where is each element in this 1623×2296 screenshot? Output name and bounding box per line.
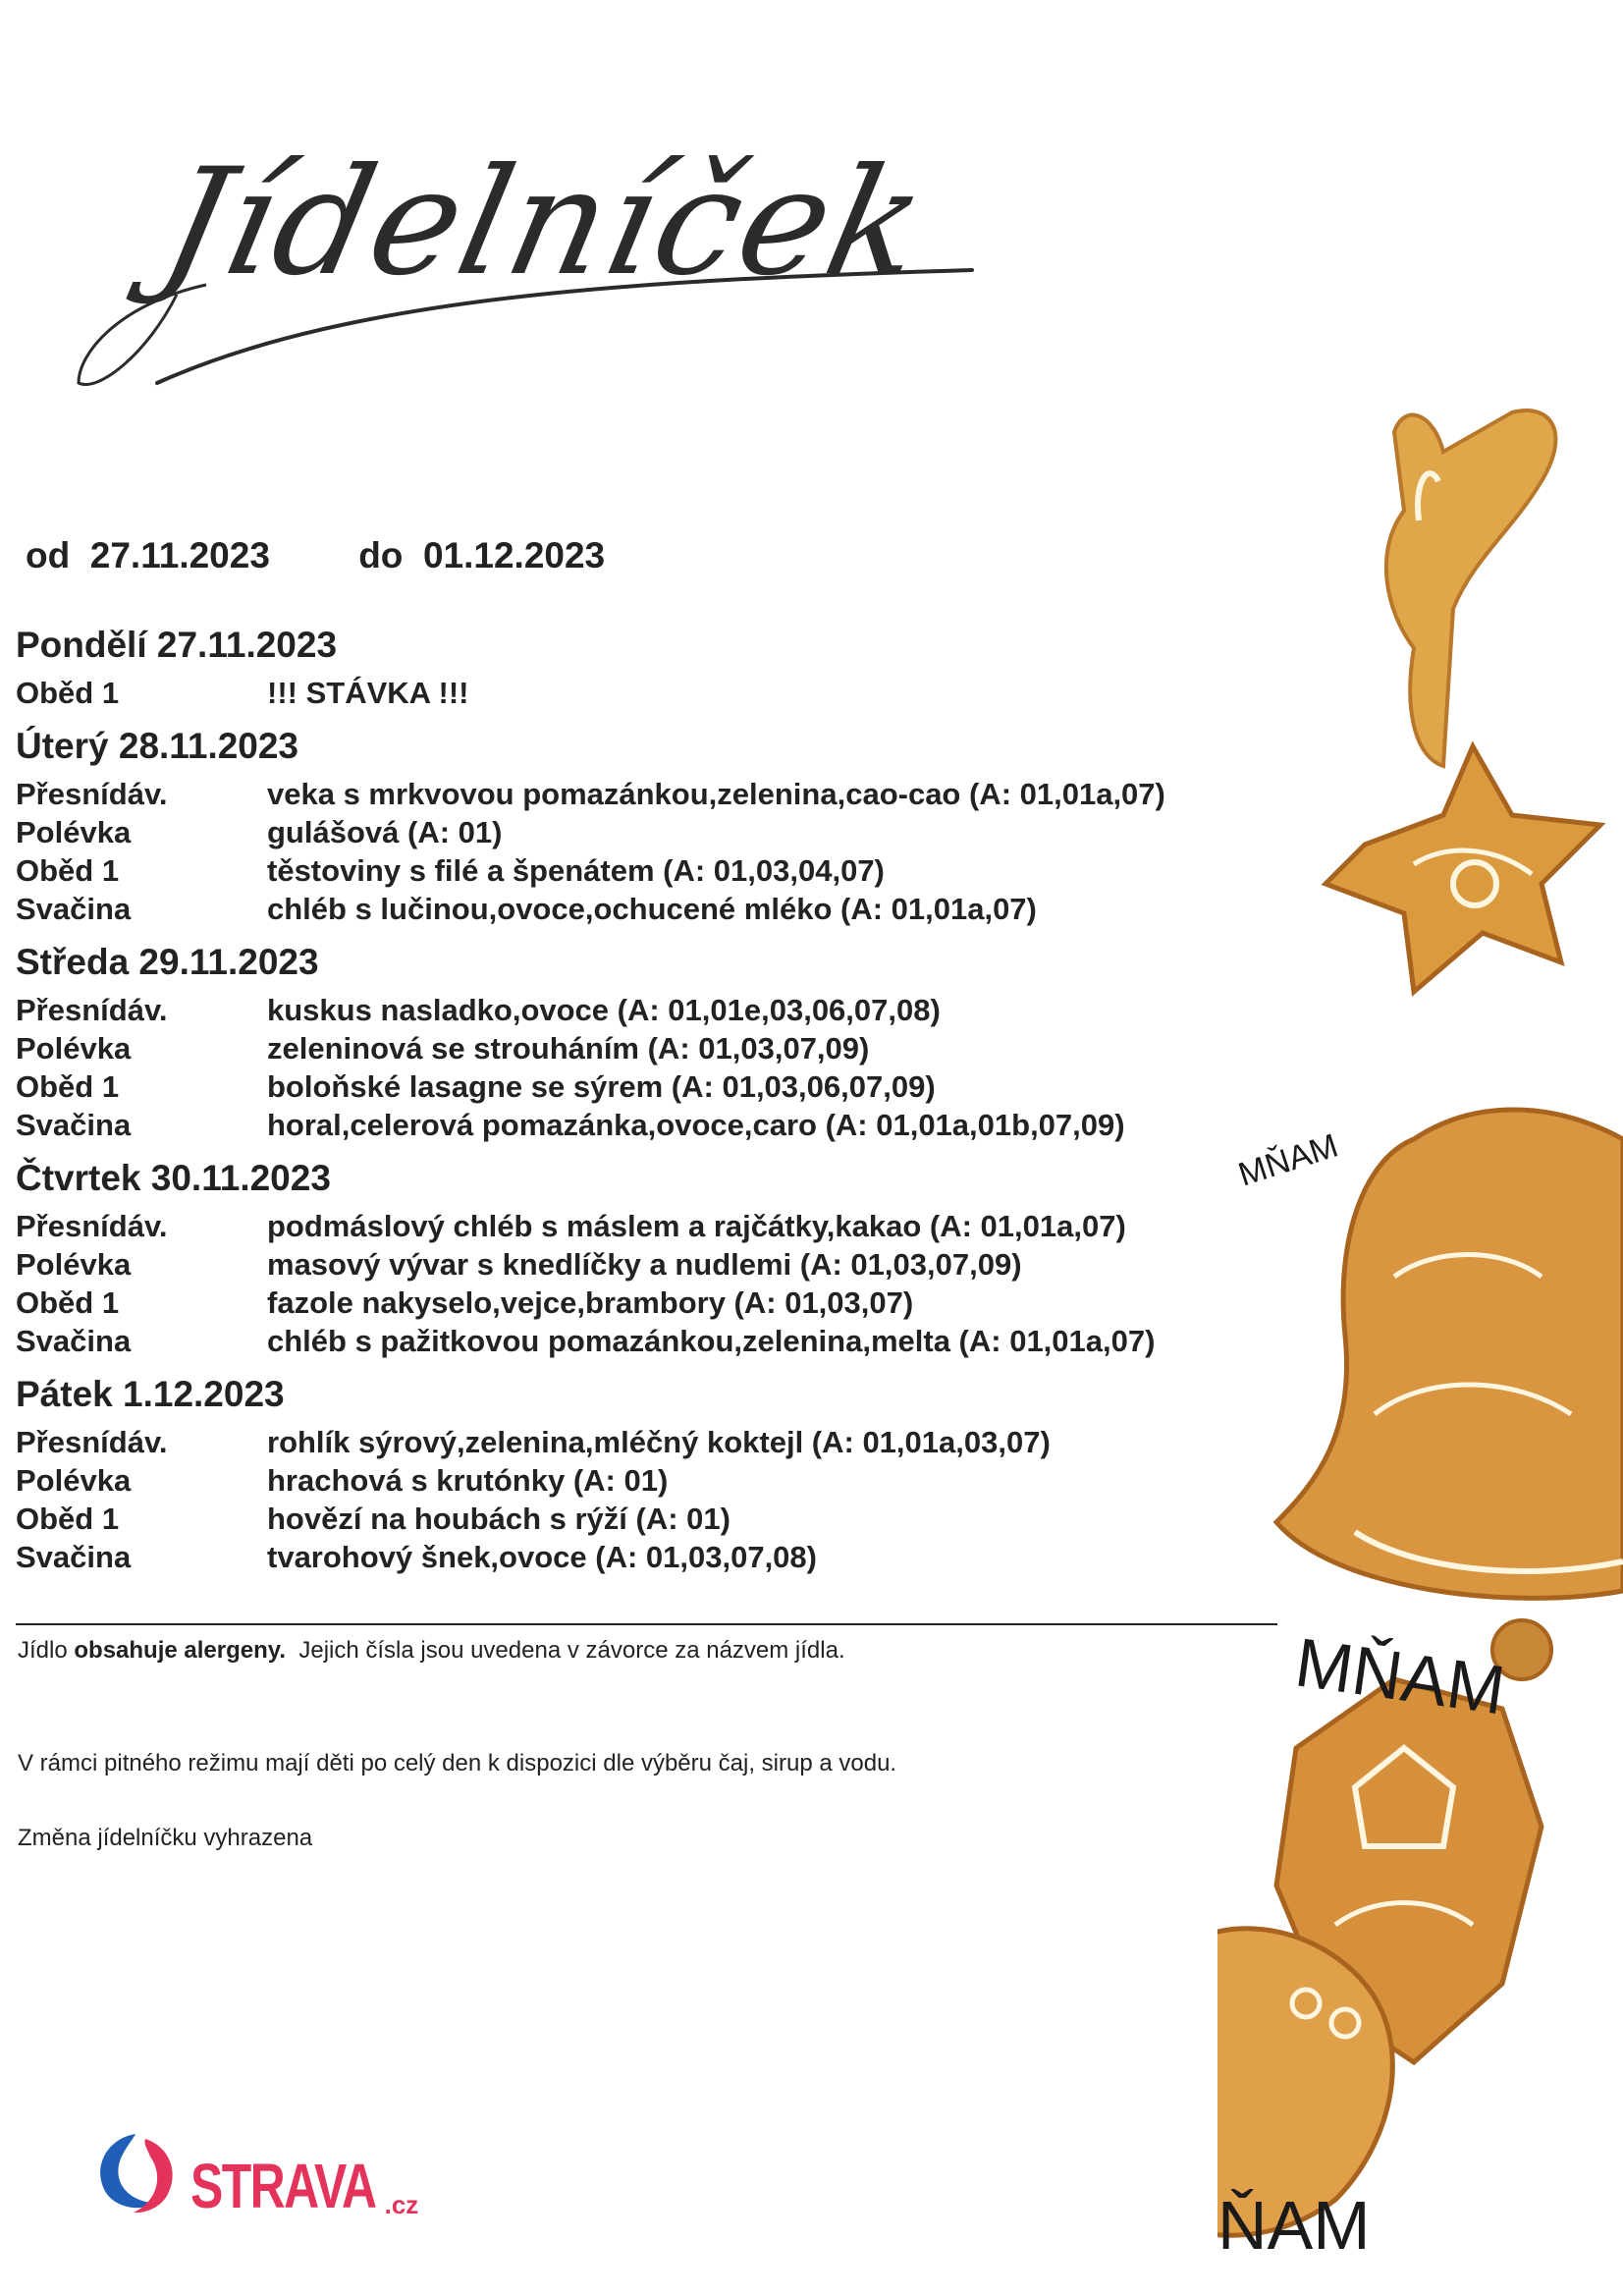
meal-desc: !!! STÁVKA !!! bbox=[267, 676, 469, 710]
meal-row bbox=[16, 1067, 1292, 1106]
meal-desc: masový vývar s knedlíčky a nudlemi (A: 01,03,07,09) bbox=[267, 1247, 1022, 1282]
meal-row bbox=[16, 1500, 1292, 1538]
day-title: Čtvrtek 30.11.2023 bbox=[16, 1158, 331, 1198]
meal-row bbox=[16, 1029, 1292, 1067]
meal-label: Svačina bbox=[16, 1108, 132, 1142]
day-friday bbox=[16, 1366, 1292, 1576]
meal-label: Svačina bbox=[16, 1324, 132, 1358]
meal-desc: těstoviny s filé a špenátem (A: 01,03,04,07) bbox=[267, 853, 885, 888]
meal-row bbox=[16, 1207, 1292, 1245]
meal-desc: chléb s pažitkovou pomazánkou,zelenina,melta (A: 01,01a,07) bbox=[267, 1324, 1156, 1358]
meal-desc: tvarohový šnek,ovoce (A: 01,03,07,08) bbox=[267, 1540, 817, 1574]
gingerbread-decoration bbox=[1217, 393, 1623, 2259]
meal-desc: zeleninová se strouháním (A: 01,03,07,09) bbox=[267, 1031, 870, 1066]
day-title: Pátek 1.12.2023 bbox=[16, 1374, 285, 1414]
divider-line bbox=[16, 1623, 1277, 1625]
day-thursday bbox=[16, 1150, 1292, 1360]
menu-list bbox=[16, 617, 1292, 1576]
meal-row bbox=[16, 1284, 1292, 1322]
meal-row bbox=[16, 1461, 1292, 1500]
day-monday bbox=[16, 617, 1292, 712]
day-title: Pondělí 27.11.2023 bbox=[16, 625, 338, 665]
meal-desc: rohlík sýrový,zelenina,mléčný koktejl (A: 01,01a,03,07) bbox=[267, 1425, 1051, 1459]
title-area bbox=[59, 98, 1001, 412]
meal-label: Polévka bbox=[16, 815, 132, 849]
meal-label: Polévka bbox=[16, 1031, 132, 1066]
mnam-label-3: ŇAM bbox=[1217, 2187, 1371, 2259]
strava-logo-tld: .cz bbox=[384, 2190, 419, 2219]
meal-row bbox=[16, 813, 1292, 851]
strava-swirl-icon bbox=[86, 2129, 185, 2217]
meal-label: Přesnídáv. bbox=[16, 1209, 168, 1243]
range-to-date: 01.12.2023 bbox=[422, 535, 606, 575]
range-to-label: do bbox=[358, 535, 404, 575]
meal-label: Polévka bbox=[16, 1463, 132, 1498]
day-wednesday bbox=[16, 934, 1292, 1144]
meal-row bbox=[16, 775, 1292, 813]
range-from-date: 27.11.2023 bbox=[89, 535, 270, 575]
meal-label: Svačina bbox=[16, 1540, 132, 1574]
meal-row bbox=[16, 890, 1292, 928]
meal-row bbox=[16, 1423, 1292, 1461]
meal-desc: horal,celerová pomazánka,ovoce,caro (A: 01,01a,01b,07,09) bbox=[267, 1108, 1125, 1142]
meal-row bbox=[16, 674, 1292, 712]
meal-desc: hovězí na houbách s rýží (A: 01) bbox=[267, 1502, 730, 1536]
meal-row bbox=[16, 1322, 1292, 1360]
meal-desc: kuskus nasladko,ovoce (A: 01,01e,03,06,07,08) bbox=[267, 993, 941, 1027]
meal-desc: boloňské lasagne se sýrem (A: 01,03,06,07,09) bbox=[267, 1069, 936, 1104]
meal-row bbox=[16, 991, 1292, 1029]
meal-desc: fazole nakyselo,vejce,brambory (A: 01,03,07) bbox=[267, 1285, 914, 1320]
meal-row bbox=[16, 851, 1292, 890]
gingerbread-star bbox=[1325, 746, 1600, 992]
gingerbread-bell bbox=[1276, 1110, 1623, 1679]
mnam-label-1: MŇAM bbox=[1233, 1126, 1343, 1194]
strava-logo[interactable] bbox=[86, 2129, 419, 2221]
meal-label: Přesnídáv. bbox=[16, 993, 168, 1027]
meal-label: Oběd 1 bbox=[16, 1069, 120, 1104]
meal-desc: veka s mrkvovou pomazánkou,zelenina,cao-cao (A: 01,01a,07) bbox=[267, 777, 1165, 811]
day-title: Úterý 28.11.2023 bbox=[16, 726, 299, 766]
meal-label: Přesnídáv. bbox=[16, 777, 168, 811]
meal-row bbox=[16, 1538, 1292, 1576]
strava-logo-text: STRAVA bbox=[190, 2151, 376, 2221]
meal-desc: podmáslový chléb s máslem a rajčátky,kakao (A: 01,01a,07) bbox=[267, 1209, 1126, 1243]
allergen-note-post: Jejich čísla jsou uvedena v závorce za názvem jídla. bbox=[298, 1637, 845, 1664]
meal-desc: hrachová s krutónky (A: 01) bbox=[267, 1463, 669, 1498]
mnam-label-2: MŇAM bbox=[1290, 1623, 1510, 1729]
date-range bbox=[26, 535, 605, 576]
day-tuesday bbox=[16, 718, 1292, 928]
gingerbread-rabbit bbox=[1386, 410, 1556, 766]
meal-row bbox=[16, 1106, 1292, 1144]
range-from-label: od bbox=[26, 535, 71, 575]
allergen-note bbox=[18, 1637, 845, 1665]
meal-label: Oběd 1 bbox=[16, 1502, 120, 1536]
meal-desc: gulášová (A: 01) bbox=[267, 815, 503, 849]
meal-label: Přesnídáv. bbox=[16, 1425, 168, 1459]
meal-label: Polévka bbox=[16, 1247, 132, 1282]
meal-desc: chléb s lučinou,ovoce,ochucené mléko (A: 01,01a,07) bbox=[267, 892, 1037, 926]
drinks-note: V rámci pitného režimu mají děti po celý den k dispozici dle výběru čaj, sirup a vodu. bbox=[18, 1750, 897, 1777]
page-title: Jídelníček bbox=[148, 137, 941, 308]
meal-row bbox=[16, 1245, 1292, 1284]
day-title: Středa 29.11.2023 bbox=[16, 942, 319, 982]
meal-label: Oběd 1 bbox=[16, 1285, 120, 1320]
meal-label: Oběd 1 bbox=[16, 676, 120, 710]
allergen-note-pre: Jídlo bbox=[18, 1637, 68, 1664]
meal-label: Svačina bbox=[16, 892, 132, 926]
meal-label: Oběd 1 bbox=[16, 853, 120, 888]
allergen-note-bold: obsahuje alergeny. bbox=[74, 1637, 286, 1664]
change-note: Změna jídelníčku vyhrazena bbox=[18, 1825, 313, 1851]
